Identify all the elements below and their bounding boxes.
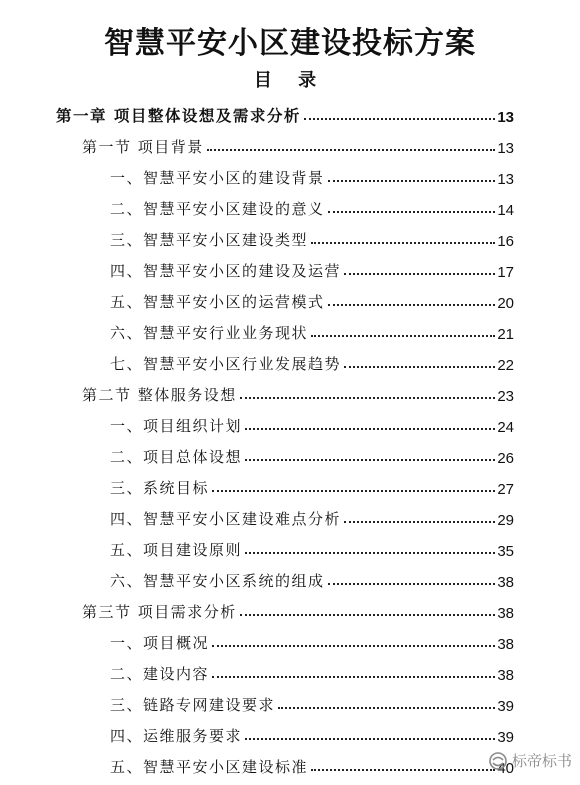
toc-leader-dots — [311, 335, 495, 337]
toc-item-row[interactable] — [110, 722, 514, 746]
toc-page-number: 20 — [497, 295, 514, 312]
toc-page-number: 38 — [497, 636, 514, 653]
toc-section-row[interactable] — [82, 381, 514, 405]
toc-entry-label: 四、智慧平安小区的建设及运营 — [110, 262, 342, 280]
toc-entry-label: 二、建设内容 — [110, 665, 210, 683]
toc-item-row[interactable] — [110, 691, 514, 715]
toc-entry-label: 七、智慧平安小区行业发展趋势 — [110, 355, 342, 373]
toc-entry-label: 六、智慧平安行业业务现状 — [110, 324, 309, 342]
toc-entry-label: 五、智慧平安小区建设标准 — [110, 758, 309, 776]
toc-entry-label: 三、链路专网建设要求 — [110, 696, 276, 714]
toc-item-row[interactable] — [110, 288, 514, 312]
toc-section-row[interactable] — [82, 133, 514, 157]
toc-item-row[interactable] — [110, 474, 514, 498]
toc-page-number: 16 — [497, 233, 514, 250]
toc-item-row[interactable] — [110, 629, 514, 653]
toc-leader-dots — [212, 676, 495, 678]
toc-item-row[interactable] — [110, 567, 514, 591]
toc-entry-label: 三、系统目标 — [110, 479, 210, 497]
toc-leader-dots — [212, 490, 495, 492]
toc-item-row[interactable] — [110, 226, 514, 250]
toc-page-number: 21 — [497, 326, 514, 343]
toc-leader-dots — [311, 242, 495, 244]
toc-leader-dots — [328, 180, 496, 182]
toc-entry-label: 三、智慧平安小区建设类型 — [110, 231, 309, 249]
toc-leader-dots — [240, 397, 496, 399]
toc-item-row[interactable] — [110, 164, 514, 188]
toc-leader-dots — [344, 273, 495, 275]
toc-leader-dots — [278, 707, 495, 709]
toc-page-number: 35 — [497, 543, 514, 560]
toc-page-number: 38 — [497, 667, 514, 684]
toc-item-row[interactable] — [110, 443, 514, 467]
toc-entry-label: 二、项目总体设想 — [110, 448, 243, 466]
toc-leader-dots — [240, 614, 496, 616]
toc-leader-dots — [207, 149, 496, 151]
toc-page-number: 39 — [497, 729, 514, 746]
toc-item-row[interactable] — [110, 660, 514, 684]
toc-entry-label: 五、项目建设原则 — [110, 541, 243, 559]
toc-heading: 目 录 — [253, 70, 327, 91]
watermark — [488, 750, 572, 771]
toc-entry-label: 一、智慧平安小区的建设背景 — [110, 169, 325, 187]
toc-leader-dots — [328, 211, 496, 213]
toc-entry-label: 第一章 项目整体设想及需求分析 — [56, 106, 301, 125]
toc-page-number: 38 — [497, 605, 514, 622]
toc-page-number: 17 — [497, 264, 514, 281]
toc-leader-dots — [344, 521, 495, 523]
toc-entry-label: 二、智慧平安小区建设的意义 — [110, 200, 325, 218]
toc-item-row[interactable] — [110, 257, 514, 281]
toc-entry-label: 一、项目概况 — [110, 634, 210, 652]
document-title: 智慧平安小区建设投标方案 — [104, 26, 476, 61]
toc-entry-label: 四、智慧平安小区建设难点分析 — [110, 510, 342, 528]
toc-entry-label: 六、智慧平安小区系统的组成 — [110, 572, 325, 590]
toc-page-number: 22 — [497, 357, 514, 374]
toc-item-row[interactable] — [110, 753, 514, 777]
toc-entry-label: 第一节 项目背景 — [82, 138, 204, 156]
toc-page-number: 23 — [497, 388, 514, 405]
toc-item-row[interactable] — [110, 350, 514, 374]
watermark-text: 标帝标书 — [511, 752, 572, 770]
wechat-channel-icon — [488, 751, 508, 771]
toc-page-number: 13 — [497, 109, 514, 126]
toc-chapter-row[interactable] — [56, 102, 514, 126]
toc-leader-dots — [212, 645, 495, 647]
toc-entry-label: 五、智慧平安小区的运营模式 — [110, 293, 325, 311]
toc-leader-dots — [304, 118, 495, 120]
toc-section-row[interactable] — [82, 598, 514, 622]
toc-page-number: 26 — [497, 450, 514, 467]
toc-leader-dots — [344, 366, 495, 368]
toc-leader-dots — [245, 459, 495, 461]
toc-page-number: 14 — [497, 202, 514, 219]
toc-item-row[interactable] — [110, 195, 514, 219]
toc-leader-dots — [245, 738, 495, 740]
toc-item-row[interactable] — [110, 412, 514, 436]
toc-leader-dots — [245, 428, 495, 430]
toc-leader-dots — [328, 304, 496, 306]
toc-page-number: 40 — [497, 760, 514, 777]
toc-entry-label: 第三节 项目需求分析 — [82, 603, 237, 621]
toc-page-number: 29 — [497, 512, 514, 529]
toc-page-number: 38 — [497, 574, 514, 591]
toc-page-number: 24 — [497, 419, 514, 436]
toc-leader-dots — [311, 769, 495, 771]
toc-item-row[interactable] — [110, 505, 514, 529]
toc-page-number: 39 — [497, 698, 514, 715]
toc-entry-label: 一、项目组织计划 — [110, 417, 243, 435]
toc-page-number: 13 — [497, 171, 514, 188]
toc-item-row[interactable] — [110, 536, 514, 560]
toc-page-number: 27 — [497, 481, 514, 498]
toc-item-row[interactable] — [110, 319, 514, 343]
toc-entry-label: 第二节 整体服务设想 — [82, 386, 237, 404]
toc-leader-dots — [328, 583, 496, 585]
toc-page-number: 13 — [497, 140, 514, 157]
toc-entry-label: 四、运维服务要求 — [110, 727, 243, 745]
toc-leader-dots — [245, 552, 495, 554]
